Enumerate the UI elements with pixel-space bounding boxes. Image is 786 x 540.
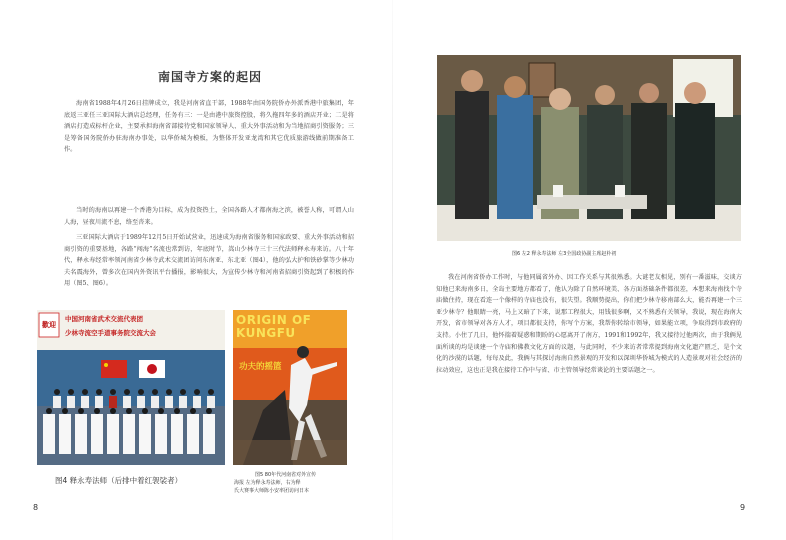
figure-4-caption: 图4 释永寿法师（后排中着红袈裟者）: [55, 476, 183, 485]
poster-title: ORIGIN OF KUNGFU: [236, 313, 312, 340]
page-number-right: 9: [740, 503, 746, 512]
right-paragraph: 我在河南省侨办工作时，与他同属省外办、因工作关系与其很熟悉。大谜老友相见，别有一番滋味，交谈方知他已来海南多日，全岛主要地方都看了，他认为除了自然环境美、各方面基础条件都很差，本想来海南找个寺庙做住持，现在看连一个像样的寺庙也没有，很失望。我顺势提出，你们把少林寺移南部么大，能否再建一个三亚少林寺？他眼睛一亮，马上又暗了下来，说那工程很大，用钱很多啊，又不熟悉有关领导，我说，现在海南大开发，省市领导对各方人才，项目都很支持，你写个方案，我帮你转给市领导，如果能立项，争取得到市政府的支持。小住了几日，他怀揣着疑惑和期盼的心愿离开了南方，1991和1992年，我又接待过他两次，由于我俩见面所谈的均是谈建一个寺庙和佛教文化方面的议题，与此同时，不少来访者常常提到海南文化遗产匮乏，是个文化的沙漠的话题，每每及此，我俩与其探讨海南自然景观的开发和以深圳华侨城为模式的人造景观对社会经济的拉动效应，这也正是我在接待工作中与省、市主管领导经常谈论的主要话题之一。: [436, 274, 742, 374]
poster-subtitle: 功夫的摇篮: [239, 362, 282, 372]
banner-line-1: 中国河南省武术交流代表团: [65, 315, 143, 323]
chapter-title: 南国寺方案的起因: [157, 70, 262, 84]
figure-4-photo: [37, 310, 225, 465]
paragraph-2: 当时的海南以再建一个香港为目标，成为投资热土，全国各路人才都南海之滨，被誉人称，可谓人山人海，昼夜川流不息，络至沓来。: [64, 207, 354, 226]
page-gutter: [392, 0, 393, 540]
figure-5-caption-line-3: 氏大赛事大师陈小安率团访问日本: [234, 488, 310, 494]
figure-5-poster: [233, 310, 347, 465]
welcome-sign: 歡迎: [42, 320, 56, 329]
figure-6-photo: [437, 55, 741, 241]
paragraph-3: 三亚国际大酒店于1989年12月5日开始试营业，迅速成为海南省服务和国家政要、重大外事活动和招商引资的重要基地，各路“闯海”名流也常到访，年底时节，嵩山少林寺三十三代法师释永寿来访。八十年代，释永寿经常率领河南省少林寺武术交流团访问东南亚、东北亚（图4），他的弘大护和铁砂掌等少林功夫名震海外，曾多次在国内外资讯平台播报，影响很大，为宣传少林寺和河南省招商引资起到了积极的作用（图5、图6）。: [64, 234, 354, 288]
banner-line-2: 少林寺流空手道事务院交流大会: [65, 329, 156, 337]
page-number-left: 8: [33, 503, 39, 512]
figure-5-caption-line-1: 图5 80年代河南省对外宣传: [255, 472, 317, 478]
figure-6-caption: 图6 左2 释永寿法师 左3全国政协副主席赵朴初: [512, 251, 617, 257]
paragraph-1: 海南省1988年4月26日挂牌成立，我是河南省直干部，1988年由国务院侨办外派香港中旅集团，年底返三亚任三亚国际大酒店总经理，任务有三：一是由港中旅资控股，将久拖四年多的酒店开业；二是将酒店打造成标杆企业，主要承担海南省部接待党和国家领导人、重大外事活动和为当地招商引资服务；三是筹备国务院侨办驻海南办事处，以华侨城为模板，为整体开发亚龙湾和其它优质旅游线做前期准备工作。: [64, 100, 354, 154]
figure-5-caption-line-2: 海报 左为释永寿法师，右为释: [234, 480, 301, 486]
